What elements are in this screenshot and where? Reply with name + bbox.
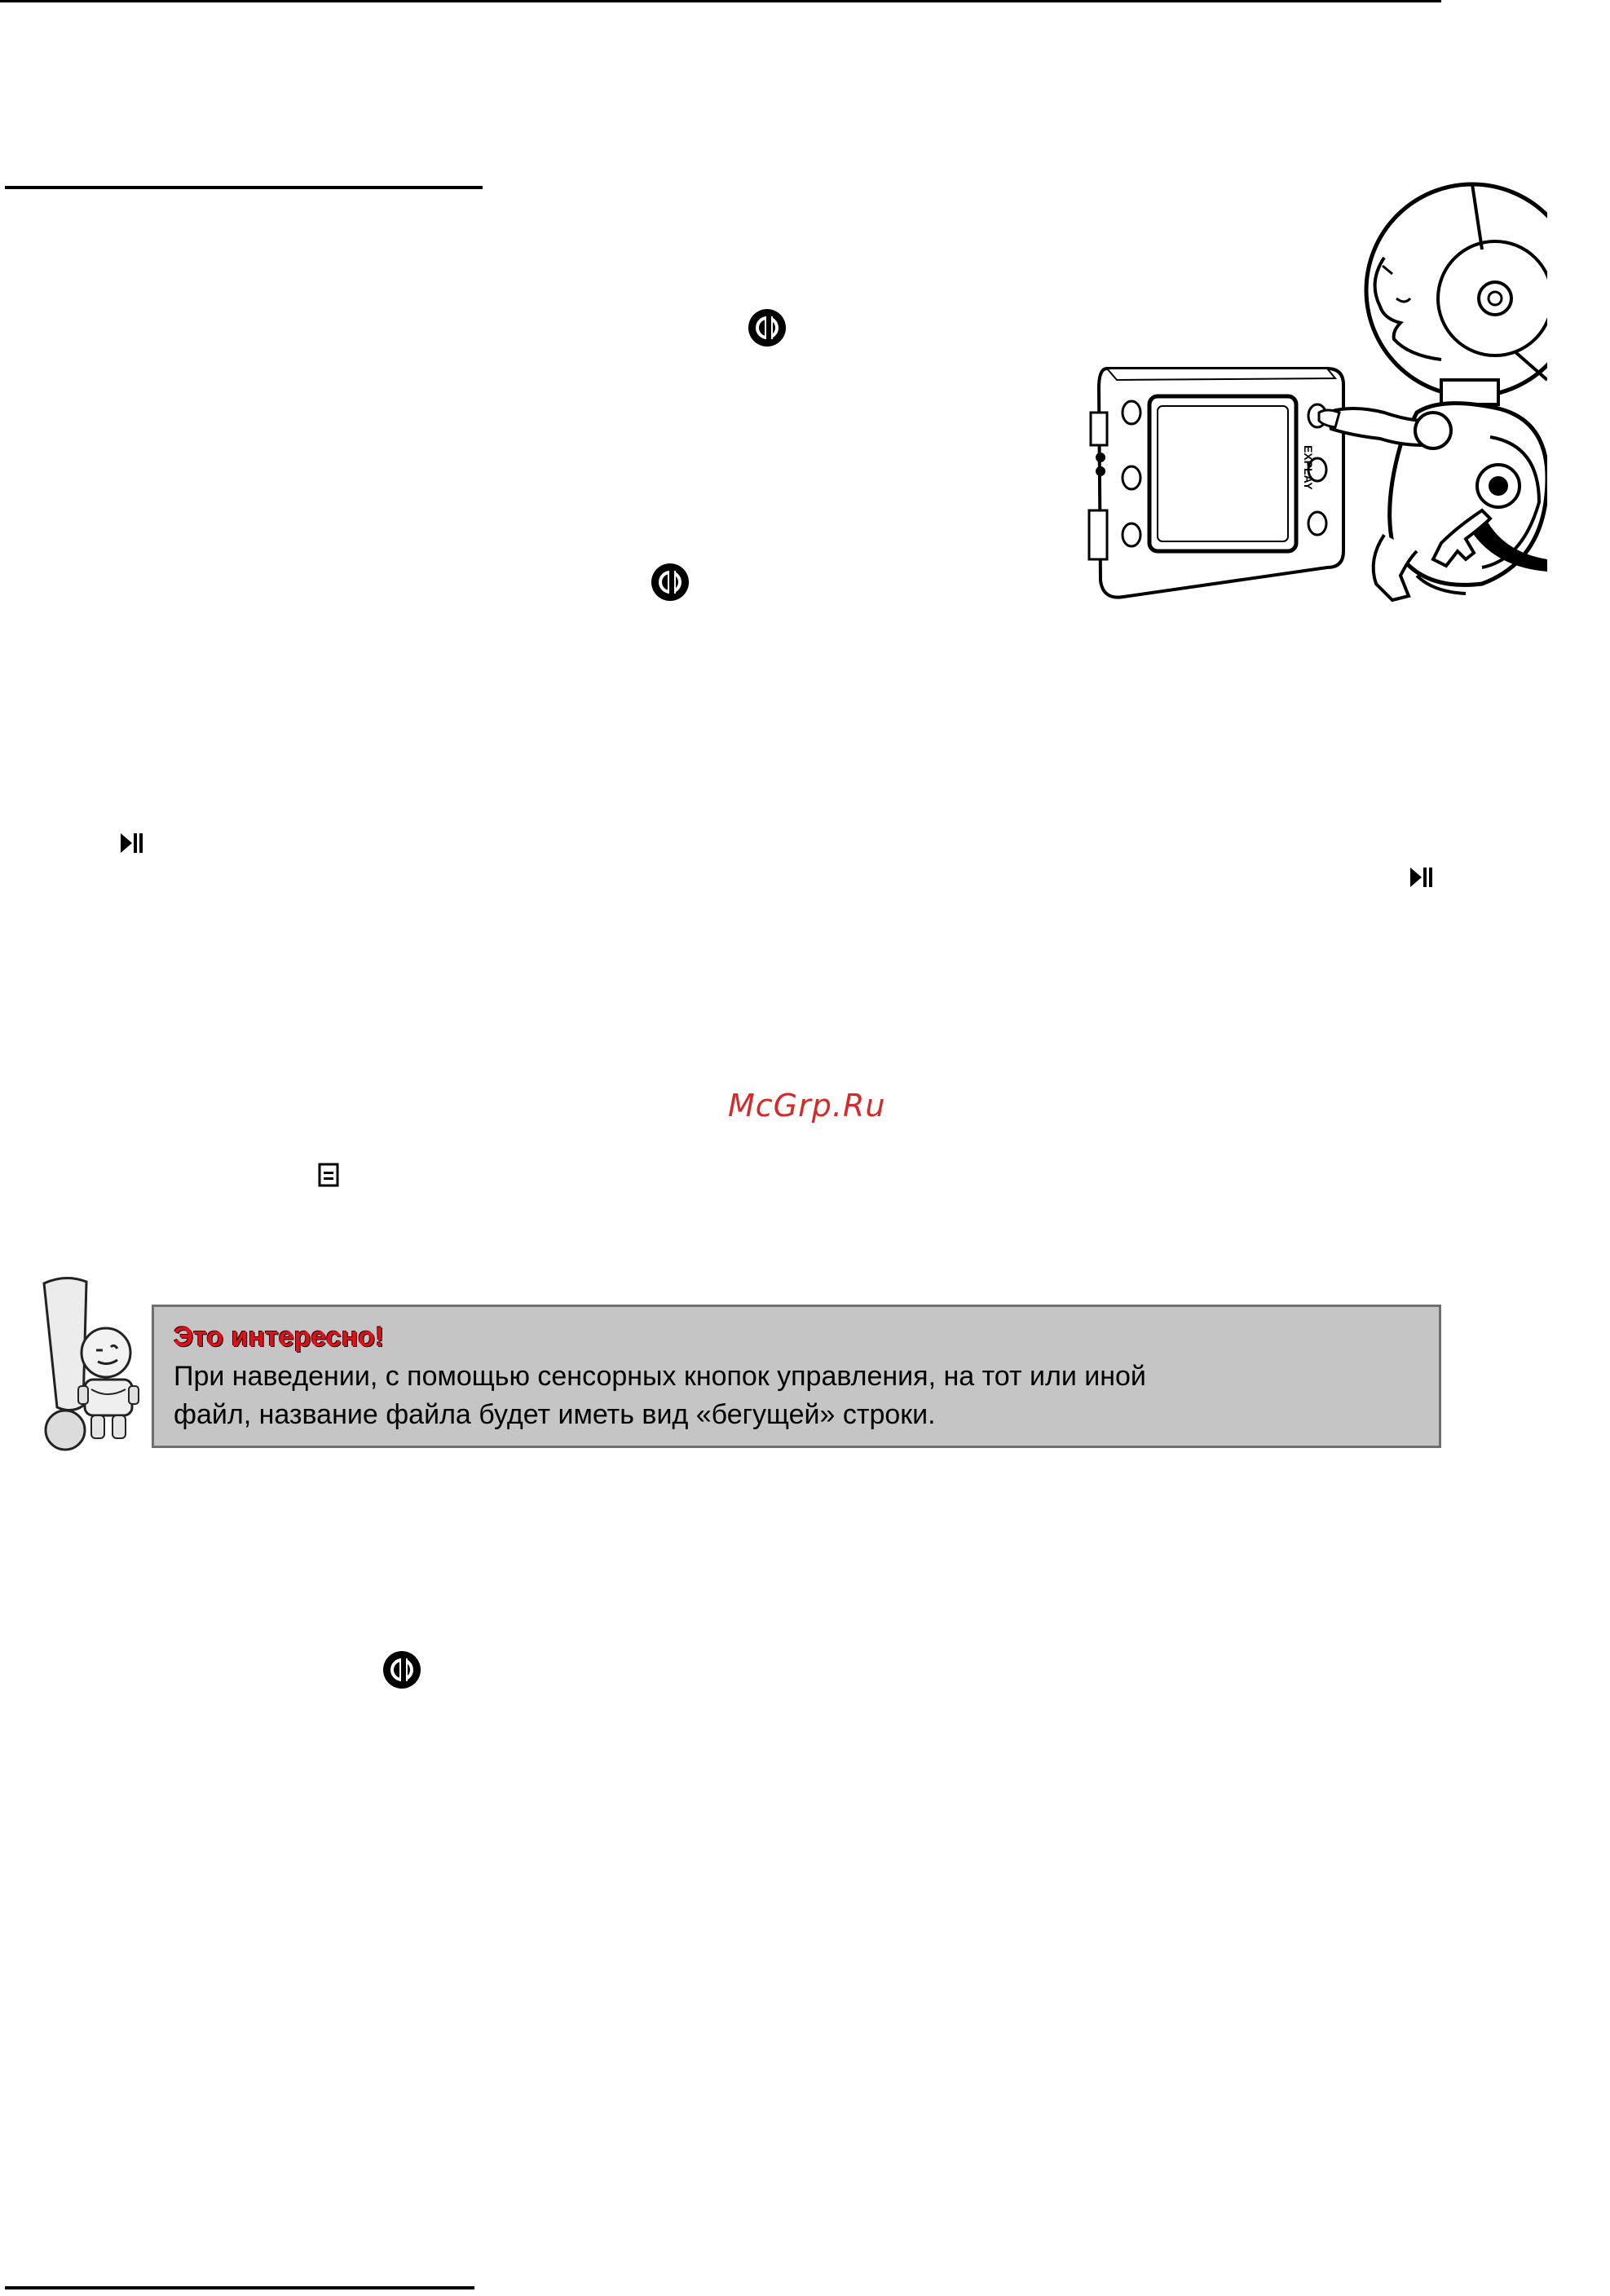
interesting-note xyxy=(152,1305,1441,1448)
media-player-device xyxy=(1089,369,1343,598)
device-brand-label: EXPLAY xyxy=(1302,445,1315,490)
note-line: При наведении, с помощью сенсорных кнопок управления, на тот или иной xyxy=(174,1361,1146,1392)
watermark-text: McGrp.Ru xyxy=(728,1088,886,1124)
menu-icon xyxy=(318,1163,339,1187)
robot-figure xyxy=(1319,184,1547,600)
play-pause-icon xyxy=(119,831,143,855)
section-heading-underline xyxy=(5,186,483,189)
note-title: Это интересно! xyxy=(174,1322,385,1353)
power-icon xyxy=(748,309,786,347)
power-icon xyxy=(651,563,689,601)
note-line: файл, название файла будет иметь вид «бегущей» строки. xyxy=(174,1399,936,1430)
power-icon xyxy=(383,1651,421,1689)
footnote-rule xyxy=(5,2286,474,2289)
note-text xyxy=(174,1358,1413,1434)
exclamation-robot-icon xyxy=(33,1275,155,1456)
robot-with-player-illustration xyxy=(1058,176,1547,608)
header-rule xyxy=(0,0,1441,2)
play-pause-icon xyxy=(1409,865,1433,890)
